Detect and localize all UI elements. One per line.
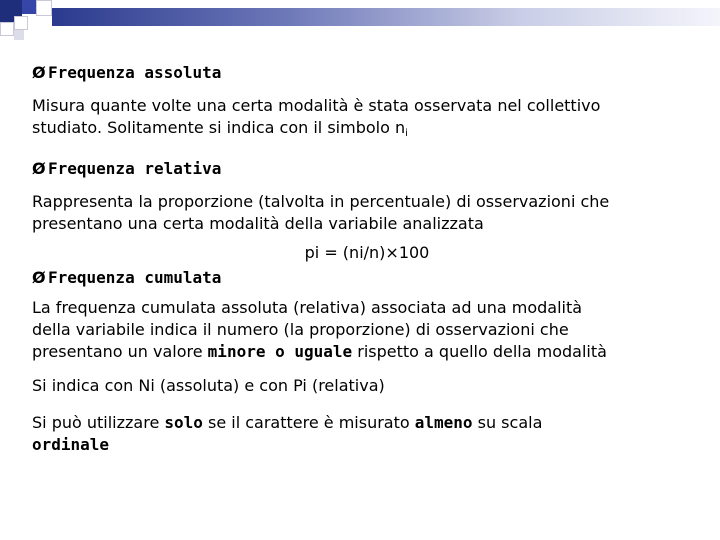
- heading-text: Frequenza cumulata: [48, 268, 222, 287]
- heading-frequenza-cumulata: [32, 267, 702, 289]
- paragraph-relativa: [32, 191, 702, 235]
- text-line: della variabile indica il numero (la proporzione) di osservazioni che: [32, 320, 569, 339]
- paragraph-cumulata: [32, 297, 702, 363]
- text-line: studiato. Solitamente si indica con il simbolo n: [32, 118, 406, 137]
- bold-term: almeno: [414, 413, 473, 432]
- text-segment: presentano un valore: [32, 342, 208, 361]
- formula: pi = (ni/n)×100: [304, 243, 430, 262]
- decor-square: [0, 22, 14, 36]
- decor-square: [36, 0, 52, 16]
- text-segment: rispetto a quello della modalità: [352, 342, 607, 361]
- paragraph-indica: Si indica con Ni (assoluta) e con Pi (relativa): [32, 376, 385, 395]
- text-segment: se il carattere è misurato: [202, 413, 415, 432]
- text-segment: su scala: [472, 413, 543, 432]
- bold-term: solo: [164, 413, 203, 432]
- heading-frequenza-assoluta: [32, 62, 702, 84]
- heading-frequenza-relativa: [32, 158, 702, 180]
- heading-text: Frequenza relativa: [48, 159, 222, 178]
- text-segment: Si può utilizzare: [32, 413, 165, 432]
- arrow-bullet-icon: Ø: [32, 63, 46, 82]
- bold-term: ordinale: [32, 435, 110, 454]
- header-gradient-bar: [52, 8, 720, 26]
- text-line: La frequenza cumulata assoluta (relativa) associata ad una modalità: [32, 298, 583, 317]
- heading-text: Frequenza assoluta: [48, 63, 222, 82]
- subscript-i: i: [405, 128, 408, 139]
- bold-term: minore o uguale: [207, 342, 353, 361]
- text-line: presentano una certa modalità della variabile analizzata: [32, 214, 484, 233]
- decor-square: [14, 30, 24, 40]
- paragraph-utilizzo: [32, 412, 702, 456]
- paragraph-assoluta: [32, 95, 702, 139]
- slide-content: [32, 62, 702, 456]
- decor-square: [22, 0, 36, 14]
- arrow-bullet-icon: Ø: [32, 159, 46, 178]
- text-line: Rappresenta la proporzione (talvolta in percentuale) di osservazioni che: [32, 192, 610, 211]
- text-line: Misura quante volte una certa modalità è stata osservata nel collettivo: [32, 96, 601, 115]
- arrow-bullet-icon: Ø: [32, 268, 46, 287]
- decor-square: [14, 16, 28, 30]
